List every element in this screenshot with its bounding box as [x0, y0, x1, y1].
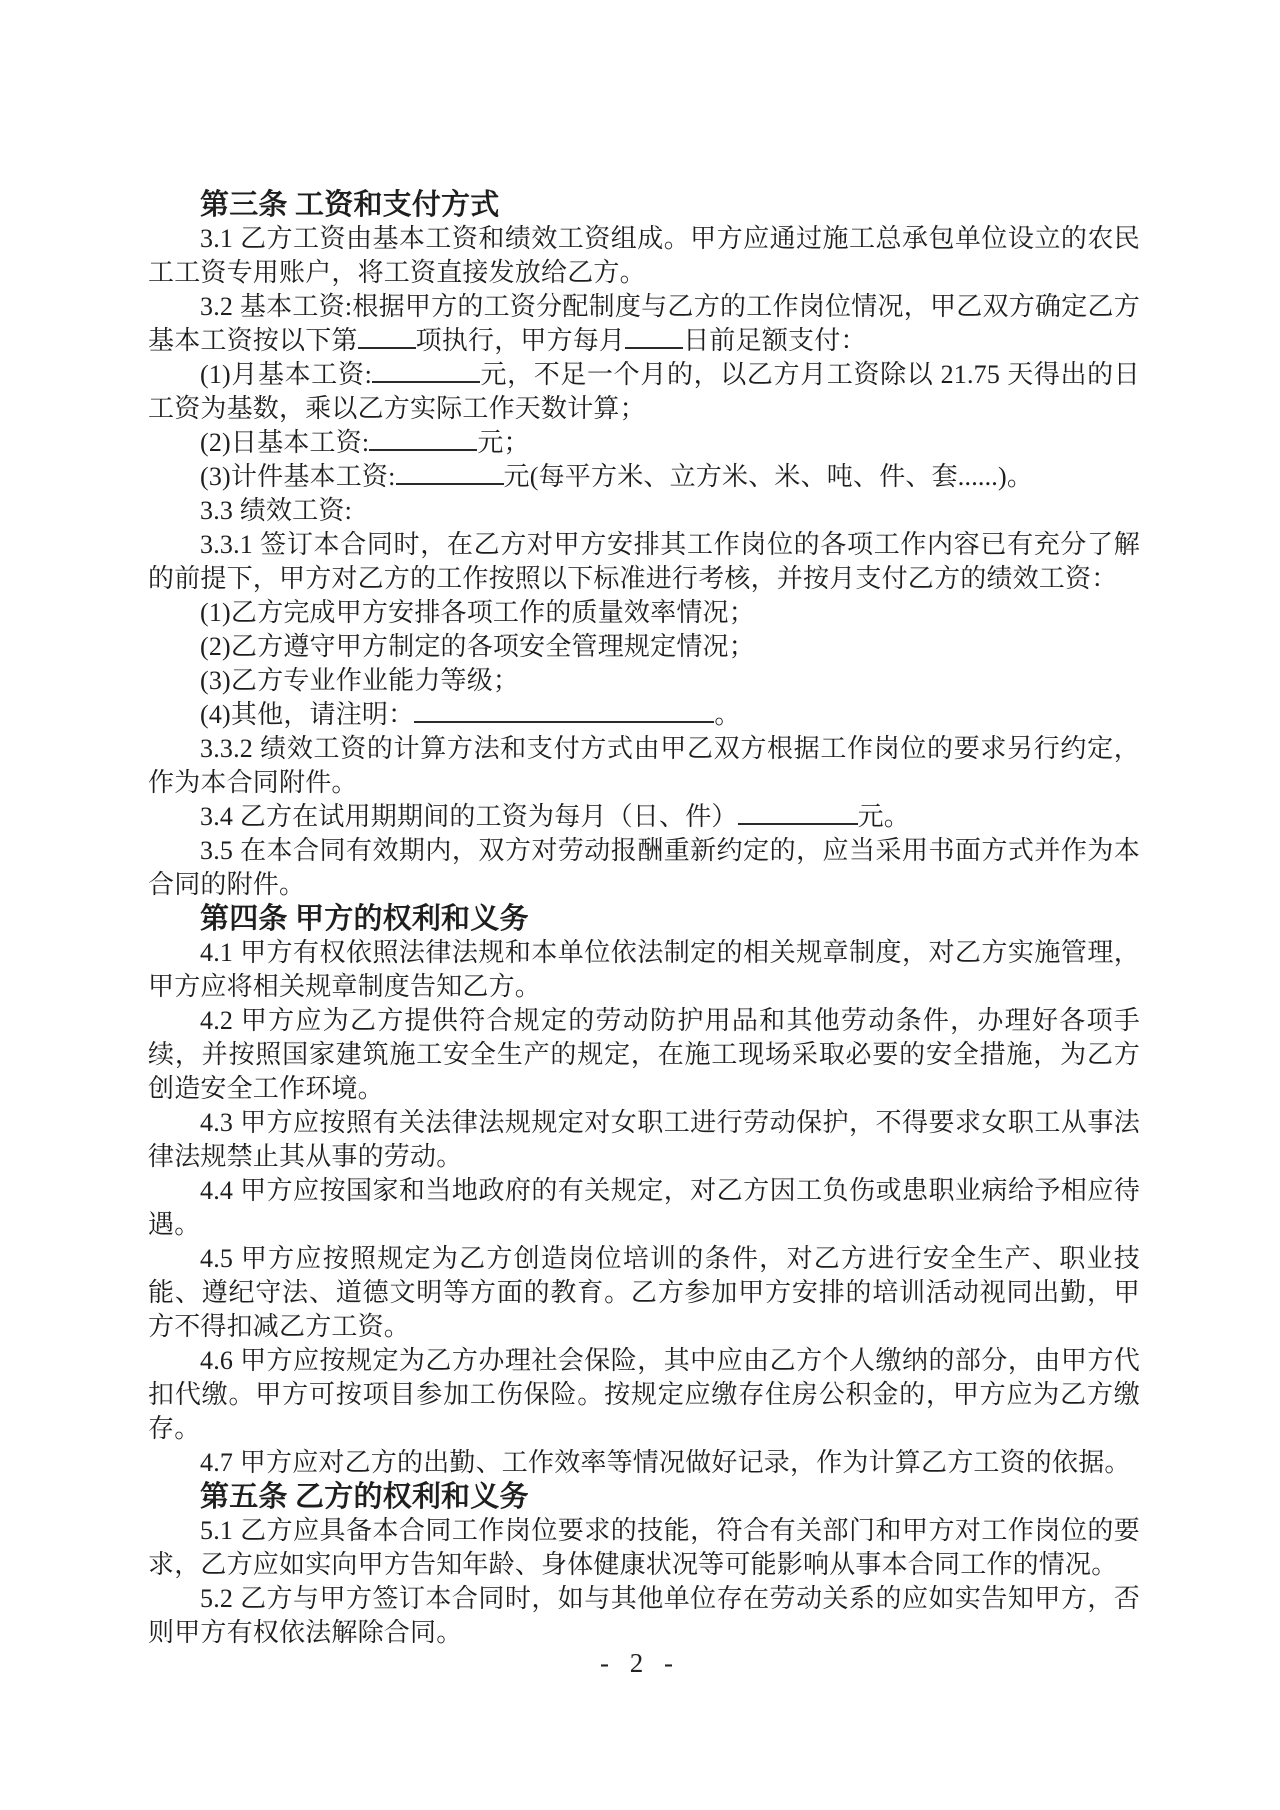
- paragraph: [148, 1004, 1140, 1106]
- paragraph: [148, 630, 1140, 664]
- text-run: 元，不足一个月的，以乙方月工资除以 21.75 天得出的日工资为基数，乘以乙方实际工作天数计算；: [148, 360, 1140, 423]
- paragraph: [148, 494, 1140, 528]
- paragraph: [148, 596, 1140, 630]
- text-run: 5.1 乙方应具备本合同工作岗位要求的技能，符合有关部门和甲方对工作岗位的要求，乙方应如实向甲方告知年龄、身体健康状况等可能影响从事本合同工作的情况。: [148, 1516, 1140, 1579]
- text-run: 4.1 甲方有权依照法律法规和本单位依法制定的相关规章制度，对乙方实施管理，甲方应将相关规章制度告知乙方。: [148, 938, 1140, 1001]
- text-run: 元；: [477, 428, 530, 457]
- paragraph: [148, 664, 1140, 698]
- fill-in-blank: [625, 347, 683, 349]
- section-heading: [148, 902, 1140, 936]
- text-run: 3.2 基本工资:根据甲方的工资分配制度与乙方的工作岗位情况，甲乙双方确定乙方基本工资按以下第: [148, 292, 1140, 355]
- text-run: (3)乙方专业作业能力等级；: [200, 666, 520, 695]
- text-run: 第四条 甲方的权利和义务: [200, 903, 529, 935]
- paragraph: [148, 1242, 1140, 1344]
- text-run: 元。: [857, 802, 911, 831]
- text-run: 元(每平方米、立方米、米、吨、件、套......)。: [503, 462, 1034, 491]
- text-run: 4.2 甲方应为乙方提供符合规定的劳动防护用品和其他劳动条件，办理好各项手续，并按照国家建筑施工安全生产的规定，在施工现场采取必要的安全措施，为乙方创造安全工作环境。: [148, 1006, 1140, 1103]
- text-run: 3.4 乙方在试用期期间的工资为每月（日、件）: [200, 802, 738, 831]
- paragraph: [148, 698, 1140, 732]
- text-run: 3.3.2 绩效工资的计算方法和支付方式由甲乙双方根据工作岗位的要求另行约定，作为本合同附件。: [148, 734, 1140, 797]
- paragraph: [148, 1446, 1140, 1480]
- text-run: 第三条 工资和支付方式: [200, 189, 500, 221]
- text-run: 3.5 在本合同有效期内，双方对劳动报酬重新约定的，应当采用书面方式并作为本合同的附件。: [148, 836, 1140, 899]
- text-run: 项执行，甲方每月: [415, 326, 626, 355]
- text-run: (4)其他，请注明：: [200, 700, 415, 729]
- paragraph: [148, 1106, 1140, 1174]
- text-run: 4.7 甲方应对乙方的出勤、工作效率等情况做好记录，作为计算乙方工资的依据。: [200, 1448, 1131, 1477]
- text-run: 4.3 甲方应按照有关法律法规规定对女职工进行劳动保护，不得要求女职工从事法律法规禁止其从事的劳动。: [148, 1108, 1140, 1171]
- paragraph: [148, 528, 1140, 596]
- fill-in-blank: [414, 721, 714, 723]
- text-run: (2)日基本工资:: [200, 428, 370, 457]
- text-run: 3.1 乙方工资由基本工资和绩效工资组成。甲方应通过施工总承包单位设立的农民工工资专用账户，将工资直接发放给乙方。: [148, 224, 1140, 287]
- paragraph: [148, 290, 1140, 358]
- text-run: 4.6 甲方应按规定为乙方办理社会保险，其中应由乙方个人缴纳的部分，由甲方代扣代缴。甲方可按项目参加工伤保险。按规定应缴存住房公积金的，甲方应为乙方缴存。: [148, 1346, 1140, 1443]
- paragraph: [148, 426, 1140, 460]
- text-run: (3)计件基本工资:: [200, 462, 396, 491]
- document-body: [148, 188, 1140, 1650]
- fill-in-blank: [358, 347, 416, 349]
- paragraph: [148, 834, 1140, 902]
- text-run: 3.3 绩效工资:: [200, 496, 353, 525]
- text-run: 4.4 甲方应按国家和当地政府的有关规定，对乙方因工负伤或患职业病给予相应待遇。: [148, 1176, 1140, 1239]
- paragraph: [148, 1174, 1140, 1242]
- text-run: 5.2 乙方与甲方签订本合同时，如与其他单位存在劳动关系的应如实告知甲方，否则甲方有权依法解除合同。: [148, 1584, 1140, 1647]
- paragraph: [148, 732, 1140, 800]
- paragraph: [148, 358, 1140, 426]
- text-run: (1)月基本工资:: [200, 360, 373, 389]
- paragraph: [148, 800, 1140, 834]
- text-run: 3.3.1 签订本合同时，在乙方对甲方安排其工作岗位的各项工作内容已有充分了解的前提下，甲方对乙方的工作按照以下标准进行考核，并按月支付乙方的绩效工资：: [148, 530, 1140, 593]
- paragraph: [148, 1514, 1140, 1582]
- paragraph: [148, 1344, 1140, 1446]
- text-run: 第五条 乙方的权利和义务: [200, 1481, 529, 1513]
- fill-in-blank: [396, 483, 504, 485]
- text-run: (2)乙方遵守甲方制定的各项安全管理规定情况；: [200, 632, 755, 661]
- page-number: - 2 -: [600, 1648, 680, 1678]
- fill-in-blank: [738, 823, 858, 825]
- section-heading: [148, 1480, 1140, 1514]
- paragraph: [148, 460, 1140, 494]
- text-run: 。: [714, 700, 741, 729]
- fill-in-blank: [369, 449, 477, 451]
- section-heading: [148, 188, 1140, 222]
- paragraph: [148, 936, 1140, 1004]
- paragraph: [148, 222, 1140, 290]
- paragraph: [148, 1582, 1140, 1650]
- text-run: 4.5 甲方应按照规定为乙方创造岗位培训的条件，对乙方进行安全生产、职业技能、遵纪守法、道德文明等方面的教育。乙方参加甲方安排的培训活动视同出勤，甲方不得扣减乙方工资。: [148, 1244, 1140, 1341]
- fill-in-blank: [372, 381, 480, 383]
- text-run: (1)乙方完成甲方安排各项工作的质量效率情况；: [200, 598, 755, 627]
- text-run: 日前足额支付：: [683, 326, 867, 355]
